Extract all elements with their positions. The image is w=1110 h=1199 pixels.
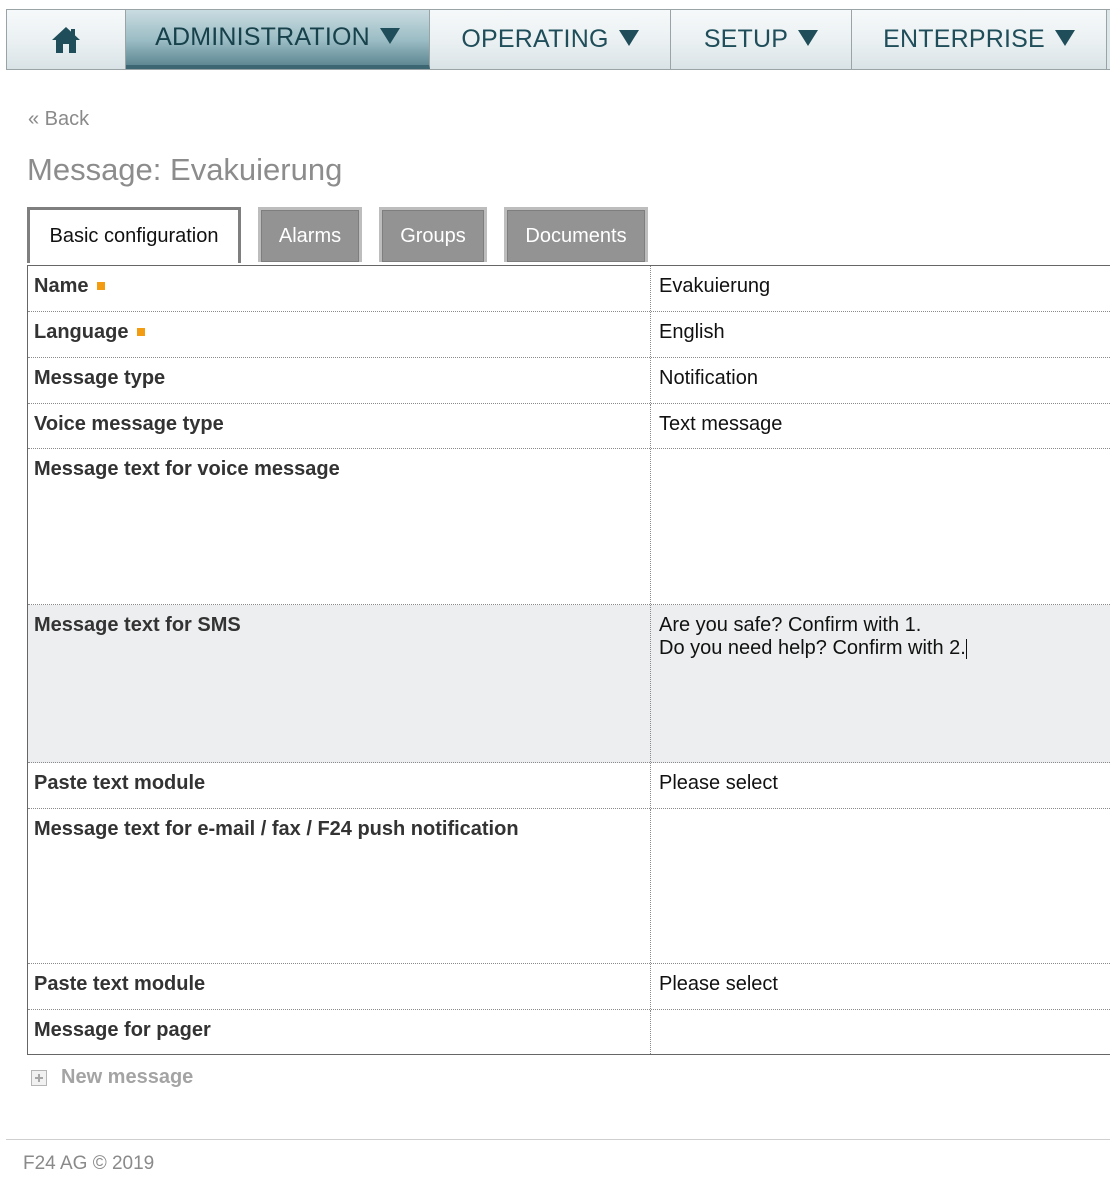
chevron-down-icon [1055, 30, 1075, 46]
pager-message-label: Message for pager [28, 1010, 651, 1054]
nav-home-button[interactable] [7, 10, 126, 69]
tab-basic-configuration[interactable]: Basic configuration [27, 207, 241, 263]
field-label [28, 312, 651, 357]
text-cursor [966, 639, 967, 659]
sms-text-textarea[interactable] [651, 605, 1110, 762]
name-label: Name [34, 275, 89, 297]
page-title: Message: Evakuierung [27, 152, 343, 187]
tab-documents[interactable]: Documents [504, 207, 648, 262]
form-row-message-type [28, 358, 1110, 404]
email-text-textarea[interactable] [651, 809, 1110, 963]
voice-message-type-label: Voice message type [28, 404, 651, 448]
nav-operating[interactable] [430, 10, 671, 69]
nav-administration[interactable] [126, 10, 430, 69]
form-row-pager [28, 1010, 1110, 1054]
copyright-text: F24 AG © 2019 [23, 1153, 155, 1174]
voice-message-type-select[interactable]: Text message [659, 413, 783, 435]
plus-icon [31, 1070, 47, 1086]
chevron-down-icon [798, 30, 818, 46]
field-label [28, 266, 651, 311]
language-select[interactable]: English [659, 321, 725, 343]
sms-text-value: Are you safe? Confirm with 1. Do you need help? Confirm with 2. [659, 614, 966, 659]
required-marker-icon [137, 328, 145, 336]
message-type-select[interactable]: Notification [659, 367, 758, 389]
paste-text-module-label: Paste text module [28, 964, 651, 1009]
nav-enterprise-label: ENTERPRISE [883, 25, 1045, 53]
nav-setup-label: SETUP [703, 25, 789, 53]
chevron-down-icon [380, 28, 400, 44]
language-label: Language [34, 321, 129, 343]
form-row-email-text [28, 809, 1110, 964]
paste-text-module-select[interactable]: Please select [659, 973, 778, 995]
main-navigation [6, 9, 1110, 70]
nav-operating-label: OPERATING [461, 25, 609, 53]
new-message-label: New message [61, 1066, 194, 1088]
nav-administration-label: ADMINISTRATION [155, 23, 370, 51]
required-marker-icon [97, 282, 105, 290]
voice-text-label: Message text for voice message [28, 449, 651, 604]
form-row-voice-message-type [28, 404, 1110, 449]
form-row-name [28, 266, 1110, 312]
nav-setup[interactable] [671, 10, 852, 69]
paste-text-module-select[interactable]: Please select [659, 772, 778, 794]
tab-groups[interactable]: Groups [379, 207, 487, 262]
form-row-sms-text [28, 605, 1110, 763]
form-row-voice-text [28, 449, 1110, 605]
name-field[interactable]: Evakuierung [659, 275, 771, 297]
email-text-label: Message text for e-mail / fax / F24 push notification [28, 809, 651, 963]
form-row-paste-text-module-1 [28, 763, 1110, 809]
chevron-down-icon [619, 30, 639, 46]
new-message-button[interactable] [31, 1066, 193, 1089]
back-link[interactable]: « Back [28, 108, 90, 130]
form-row-language [28, 312, 1110, 358]
paste-text-module-label: Paste text module [28, 763, 651, 808]
sms-text-label: Message text for SMS [28, 605, 651, 762]
footer-divider [6, 1139, 1110, 1140]
tab-alarms[interactable]: Alarms [258, 207, 362, 262]
voice-text-textarea[interactable] [651, 449, 1110, 604]
nav-enterprise[interactable] [852, 10, 1107, 69]
message-form [27, 265, 1110, 1055]
form-row-paste-text-module-2 [28, 964, 1110, 1010]
pager-message-field[interactable] [651, 1010, 1110, 1054]
home-icon [51, 25, 81, 55]
message-type-label: Message type [28, 358, 651, 403]
